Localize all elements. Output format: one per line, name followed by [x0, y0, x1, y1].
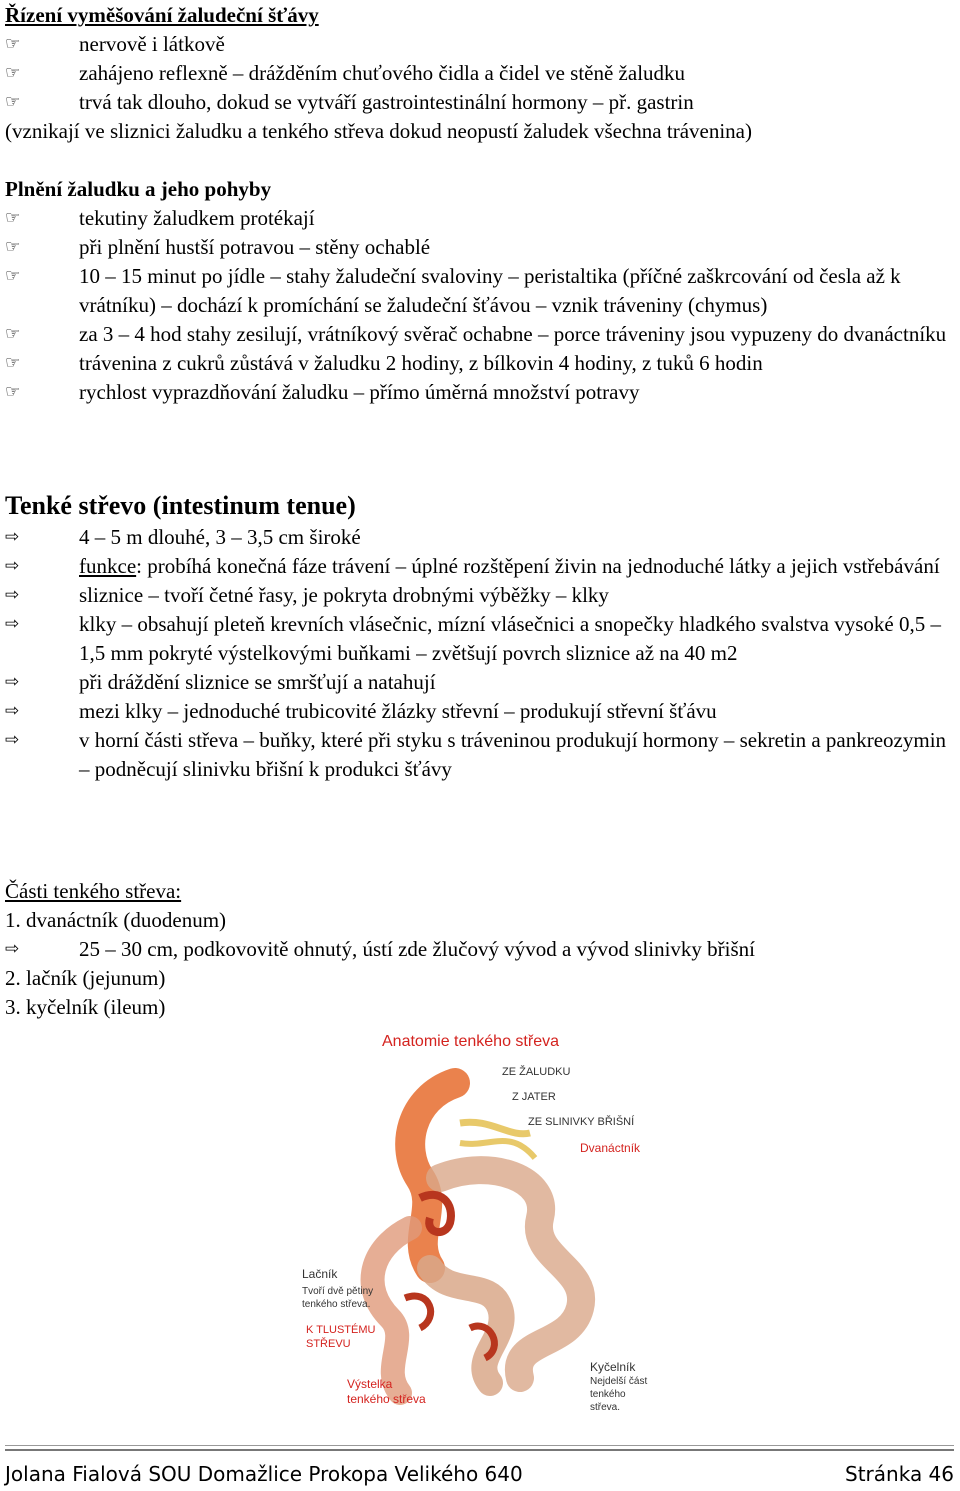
- section-parts: [5, 877, 954, 1022]
- page-footer: [5, 1449, 954, 1489]
- pointing-hand-icon: ☞: [5, 237, 21, 257]
- outlined-arrow-icon: ⇨: [5, 614, 20, 634]
- list-item: ⇨ klky – obsahují pleteň krevních vlásečnic, mízní vlásečnici a snopečky hladkého svalstva vysoké 0,5 – 1,5 mm pokryté výstelkovými buňkami – zvětšují povrch sliznice až na 40 m2: [5, 612, 941, 665]
- list-item: ⇨ sliznice – tvoří četné řasy, je pokryta drobnými výběžky – klky: [5, 581, 954, 610]
- pointing-hand-icon: ☞: [5, 324, 21, 344]
- outlined-arrow-icon: ⇨: [5, 701, 20, 721]
- figure-title: Anatomie tenkého střeva: [382, 1033, 559, 1050]
- list-item: ⇨ 4 – 5 m dlouhé, 3 – 3,5 cm široké: [5, 523, 954, 552]
- pointing-hand-icon: ☞: [5, 382, 21, 402]
- label-ileum-desc-3: střeva.: [590, 1402, 621, 1413]
- list-item: ☞ trávenina z cukrů zůstává v žaludku 2 hodiny, z bílkovin 4 hodiny, z tuků 6 hodin: [5, 349, 954, 378]
- label-lining-1: Výstelka: [347, 1377, 393, 1391]
- label-from-pancreas: ZE SLINIVKY BŘIŠNÍ: [528, 1116, 635, 1128]
- function-label: funkce: [79, 554, 137, 578]
- outlined-arrow-icon: ⇨: [5, 585, 20, 605]
- label-lining-2: tenkého střeva: [347, 1392, 426, 1406]
- pointing-hand-icon: ☞: [5, 92, 21, 112]
- page-number: Stránka 46: [845, 1462, 954, 1486]
- label-ileum-desc-1: Nejdelší část: [590, 1376, 648, 1387]
- label-jejunum: Lačník: [302, 1267, 338, 1281]
- part-duodenum: 1. dvanáctník (duodenum): [5, 908, 227, 932]
- label-from-liver: Z JATER: [512, 1091, 556, 1103]
- footer-author: Jolana Fialová SOU Domažlice Prokopa Velikého 640: [5, 1462, 523, 1486]
- list-item: ☞ 10 – 15 minut po jídle – stahy žaludeční svaloviny – peristaltika (příčné zaškrcování od česla až k vrátníku) – dochází k promíchání se žaludeční šťávou – vznik tráveniny (chymus): [5, 264, 901, 317]
- section-stomach-secretion: [5, 1, 954, 146]
- label-duodenum: Dvanáctník: [580, 1141, 641, 1155]
- outlined-arrow-icon: ⇨: [5, 730, 20, 750]
- pointing-hand-icon: ☞: [5, 34, 21, 54]
- pointing-hand-icon: ☞: [5, 208, 21, 228]
- section-title: Tenké střevo (intestinum tenue): [5, 491, 356, 520]
- list-item: ☞ při plnění hustší potravou – stěny ochablé: [5, 233, 954, 262]
- label-jejunum-desc-2: tenkého střeva.: [302, 1299, 371, 1310]
- list-item: ☞ zahájeno reflexně – drážděním chuťového čidla a čidel ve stěně žaludku: [5, 59, 954, 88]
- list-item: ☞ za 3 – 4 hod stahy zesilují, vrátníkový svěrač ochabne – porce tráveniny jsou vypuzeny do dvanáctníku: [5, 320, 954, 349]
- section-title: Plnění žaludku a jeho pohyby: [5, 177, 272, 201]
- continuation-text: (vznikají ve sliznici žaludku a tenkého střeva dokud neopustí žaludek všechna trávenina): [5, 119, 752, 143]
- list-item: ☞ tekutiny žaludkem protékají: [5, 204, 954, 233]
- list-item: ⇨ mezi klky – jednoduché trubicovité žlázky střevní – produkují střevní šťávu: [5, 697, 954, 726]
- label-jejunum-desc-1: Tvoří dvě pětiny: [302, 1286, 374, 1297]
- section-small-intestine: [5, 489, 954, 784]
- section-title: Řízení vyměšování žaludeční šťávy: [5, 3, 319, 27]
- label-ileum: Kyčelník: [590, 1360, 636, 1374]
- list-item: ⇨ při dráždění sliznice se smršťují a natahují: [5, 668, 954, 697]
- label-to-colon-2: STŘEVU: [306, 1338, 351, 1350]
- outlined-arrow-icon: ⇨: [5, 527, 20, 547]
- outlined-arrow-icon: ⇨: [5, 556, 20, 576]
- list-item: ☞ rychlost vyprazdňování žaludku – přímo úměrná množství potravy: [5, 378, 954, 407]
- small-intestine-illustration: [290, 1028, 670, 1423]
- section-stomach-filling: [5, 175, 954, 407]
- label-to-colon-1: K TLUSTÉMU: [306, 1324, 376, 1336]
- outlined-arrow-icon: ⇨: [5, 939, 20, 959]
- list-item: ⇨ v horní části střeva – buňky, které při styku s tráveninou produkují hormony – sekretin a pankreozymin – podněcují slinivku břišní k produkci šťávy: [5, 728, 947, 781]
- outlined-arrow-icon: ⇨: [5, 672, 20, 692]
- list-item: ☞ trvá tak dlouho, dokud se vytváří gastrointestinální hormony – př. gastrin: [5, 88, 954, 117]
- label-ileum-desc-2: tenkého: [590, 1389, 626, 1400]
- label-from-stomach: ZE ŽALUDKU: [502, 1066, 571, 1078]
- part-jejunum: 2. lačník (jejunum): [5, 966, 166, 990]
- pointing-hand-icon: ☞: [5, 266, 21, 286]
- list-item: ⇨ funkce: probíhá konečná fáze trávení – úplné rozštěpení živin na jednoduché látky a jejich vstřebávání: [5, 552, 954, 581]
- section-title: Části tenkého střeva:: [5, 879, 182, 903]
- pointing-hand-icon: ☞: [5, 353, 21, 373]
- list-item: ⇨ 25 – 30 cm, podkovovitě ohnutý, ústí zde žlučový vývod a vývod slinivky břišní: [5, 935, 954, 964]
- pointing-hand-icon: ☞: [5, 63, 21, 83]
- part-ileum: 3. kyčelník (ileum): [5, 995, 166, 1019]
- intestine-drawing: [373, 1083, 582, 1393]
- list-item: ☞ nervově i látkově: [5, 30, 954, 59]
